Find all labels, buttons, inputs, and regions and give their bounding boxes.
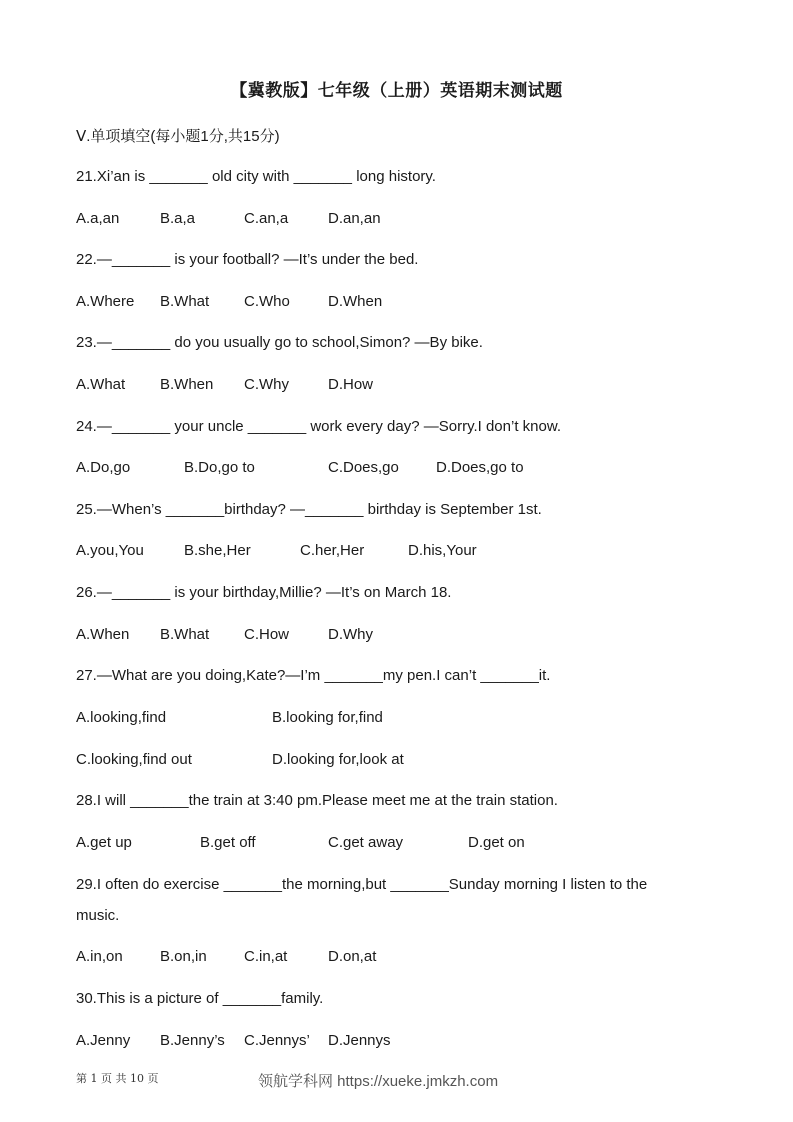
question-stem-continued: music. (76, 907, 120, 924)
question-stem: 22.—_______ is your football? —It’s under the bed. (76, 251, 419, 268)
question-stem: 30.This is a picture of _______family. (76, 990, 324, 1007)
option-a[interactable]: A.get up (76, 834, 132, 851)
option-b[interactable]: B.Do,go to (184, 459, 255, 476)
option-c[interactable]: C.in,at (244, 948, 288, 965)
option-c[interactable]: C.an,a (244, 210, 289, 227)
option-b[interactable]: B.When (160, 376, 214, 393)
option-c[interactable]: C.Why (244, 376, 289, 393)
option-a[interactable]: A.Jenny (76, 1032, 131, 1049)
option-a[interactable]: A.What (76, 376, 126, 393)
option-c[interactable]: C.How (244, 626, 290, 643)
option-d[interactable]: D.on,at (328, 948, 377, 965)
option-c[interactable]: C.looking,find out (76, 751, 192, 768)
option-b[interactable]: B.What (160, 626, 210, 643)
option-a[interactable]: A.When (76, 626, 130, 643)
option-a[interactable]: A.Where (76, 293, 135, 310)
option-b[interactable]: B.she,Her (184, 542, 251, 559)
option-c[interactable]: C.her,Her (300, 542, 365, 559)
option-a[interactable]: A.Do,go (76, 459, 131, 476)
option-d[interactable]: D.Does,go to (436, 459, 524, 476)
question-stem: 24.—_______ your uncle _______ work every day? —Sorry.I don’t know. (76, 418, 562, 435)
option-b[interactable]: B.a,a (160, 210, 196, 227)
option-a[interactable]: A.looking,find (76, 709, 167, 726)
option-c[interactable]: C.Does,go (328, 459, 399, 476)
option-a[interactable]: A.you,You (76, 542, 144, 559)
option-d[interactable]: D.When (328, 293, 383, 310)
option-b[interactable]: B.Jenny’s (160, 1032, 225, 1049)
option-b[interactable]: B.get off (200, 834, 256, 851)
question-stem: 26.—_______ is your birthday,Millie? —It’s on March 18. (76, 584, 452, 601)
question-stem: 27.—What are you doing,Kate?—I’m _______my pen.I can’t _______it. (76, 667, 551, 684)
option-a[interactable]: A.in,on (76, 948, 123, 965)
page-number: 第 1 页 共 10 页 (76, 1072, 159, 1085)
option-d[interactable]: D.his,Your (408, 542, 477, 559)
option-d[interactable]: D.looking for,look at (272, 751, 404, 768)
option-d[interactable]: D.Why (328, 626, 373, 643)
option-b[interactable]: B.What (160, 293, 210, 310)
option-b[interactable]: B.on,in (160, 948, 207, 965)
question-stem: 21.Xi’an is _______ old city with _______ long history. (76, 168, 436, 185)
option-c[interactable]: C.get away (328, 834, 404, 851)
option-d[interactable]: D.get on (468, 834, 525, 851)
section-heading: Ⅴ.单项填空(每小题1分,共15分) (76, 128, 280, 145)
question-stem: 28.I will _______the train at 3:40 pm.Please meet me at the train station. (76, 792, 558, 809)
question-stem: 25.—When’s _______birthday? —_______ birthday is September 1st. (76, 501, 542, 518)
option-d[interactable]: D.How (328, 376, 374, 393)
option-c[interactable]: C.Jennys’ (244, 1032, 310, 1049)
page-title: 【冀教版】七年级（上册）英语期末测试题 (230, 81, 563, 100)
question-stem: 29.I often do exercise _______the morning,but _______Sunday morning I listen to the (76, 876, 648, 893)
site-watermark: 领航学科网 https://xueke.jmkzh.com (258, 1073, 499, 1090)
option-d[interactable]: D.an,an (328, 210, 381, 227)
option-c[interactable]: C.Who (244, 293, 290, 310)
option-d[interactable]: D.Jennys (328, 1032, 391, 1049)
option-b[interactable]: B.looking for,find (272, 709, 383, 726)
option-a[interactable]: A.a,an (76, 210, 120, 227)
question-stem: 23.—_______ do you usually go to school,Simon? —By bike. (76, 334, 483, 351)
